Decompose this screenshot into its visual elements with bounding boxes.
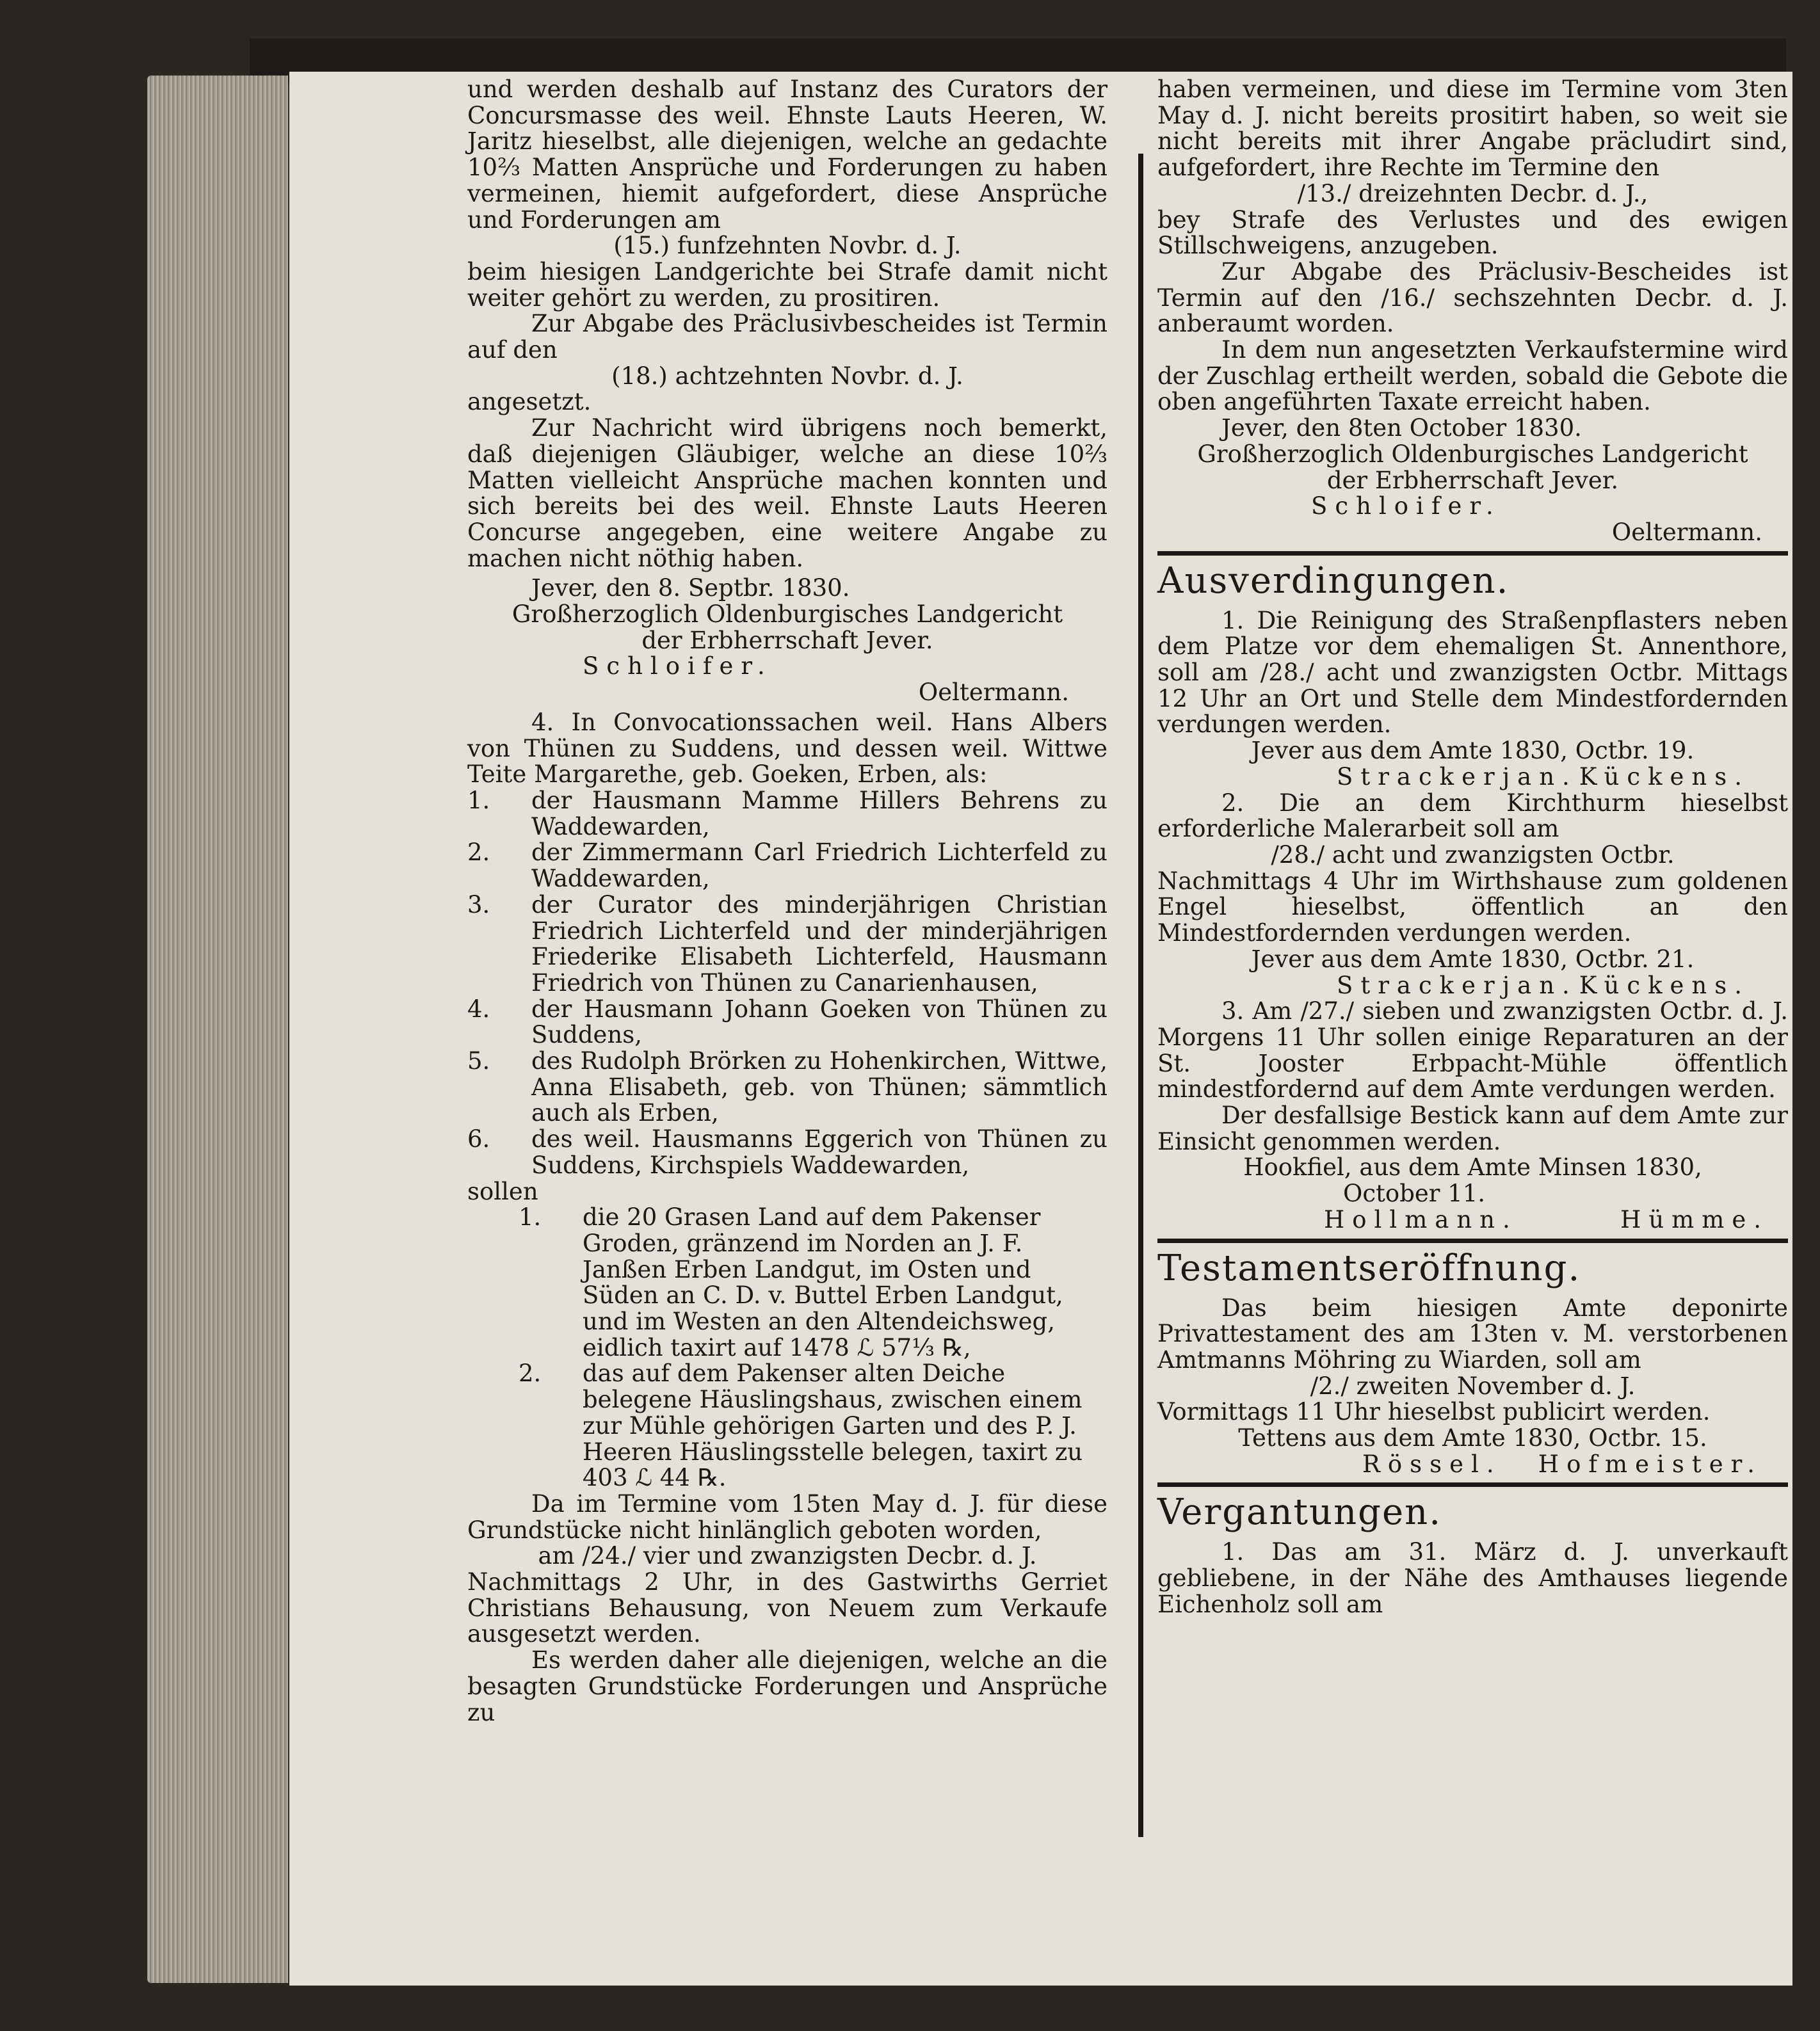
signature-row xyxy=(1157,973,1788,999)
paragraph: Vormittags 11 Uhr hieselbst publicirt werden. xyxy=(1157,1398,1711,1426)
section-heading: Vergantungen. xyxy=(1157,1482,1788,1533)
paragraph: haben vermeinen, und diese im Termine vom 3ten May d. J. nicht bereits prositirt haben, so weit sie nicht bereits mit ihrer Angabe präcludirt sind, aufgefordert, ihre Rechte im Termine den xyxy=(1157,76,1788,182)
list-number: 6. xyxy=(467,1125,490,1153)
paragraph: bey Strafe des Verlustes und des ewigen Stillschweigens, anzugeben. xyxy=(1157,205,1788,260)
section-heading: Ausverdingungen. xyxy=(1157,551,1788,602)
paragraph: 1. Das am 31. März d. J. unverkauft gebliebene, in der Nähe des Amthauses liegende Eichenholz soll am xyxy=(1157,1538,1788,1618)
paragraph: 3. Am /27./ sieben und zwanzigsten Octbr. d. J. Morgens 11 Uhr sollen einige Reparaturen an der St. Jooster Erbpacht-Mühle öffentlich mindestfordernd auf dem Amte verdungen werden. xyxy=(1157,997,1788,1104)
signature: Hofmeister. xyxy=(1538,1450,1762,1478)
estate-list xyxy=(467,1205,1107,1491)
signature: Schloifer. xyxy=(583,652,773,680)
paragraph: Zur Abgabe des Präclusivbescheides ist Termin auf den xyxy=(467,310,1107,364)
date-line: am /24./ vier und zwanzigsten Decbr. d. J. xyxy=(538,1542,1037,1570)
list-item: des weil. Hausmanns Eggerich von Thünen zu Suddens, Kirchspiels Waddewarden, xyxy=(531,1125,1107,1179)
intro-paragraph: und werden deshalb auf Instanz des Curators der Concursmasse des weil. Ehnste Lauts Heeren, W. Jaritz hieselbst, alle diejenigen, welche an gedachte 10⅔ Matten Ansprüche und Forderungen zu haben vermeinen, hiemit aufgefordert, diese Ansprüche und Forderungen am xyxy=(467,76,1107,234)
heir-list xyxy=(467,788,1107,1179)
place-date: Jever aus dem Amte 1830, Octbr. 21. xyxy=(1251,945,1695,973)
court-name: Großherzoglich Oldenburgisches Landgericht xyxy=(1197,440,1748,468)
list-item: der Curator des minderjährigen Christian Friedrich Lichterfeld und der minderjährigen Friederike Elisabeth Lichterfeld, Hausmann Friedrich von Thünen zu Canarienhausen, xyxy=(531,890,1107,997)
list-number: 4. xyxy=(467,995,490,1023)
left-column xyxy=(467,77,1107,1726)
list-item: der Zimmermann Carl Friedrich Lichterfeld zu Waddewarden, xyxy=(531,839,1107,893)
signature-row xyxy=(1157,494,1788,520)
list-item: der Hausmann Mamme Hillers Behrens zu Waddewarden, xyxy=(531,786,1107,840)
paragraph: 1. Die Reinigung des Straßenpflasters neben dem Platze vor dem ehemaligen St. Annenthore, soll am /28./ acht und zwanzigsten Octbr. Mittags 12 Uhr an Ort und Stelle dem Mindestfordernden verdungen werden. xyxy=(1157,606,1788,739)
paragraph: Zur Abgabe des Präclusiv-Bescheides ist Termin auf den /16./ sechszehnten Decbr. d. J. anberaumt worden. xyxy=(1157,257,1788,338)
paragraph: beim hiesigen Landgerichte bei Strafe damit nicht weiter gehört zu werden, zu prositiren. xyxy=(467,257,1107,312)
signature: Strackerjan. xyxy=(1337,971,1577,999)
signature: Kückens. xyxy=(1579,971,1750,999)
signature: Hollmann. xyxy=(1324,1205,1518,1233)
signature: Kückens. xyxy=(1579,762,1750,791)
paragraph: angesetzt. xyxy=(467,388,592,416)
list-number: 5. xyxy=(467,1047,490,1075)
sollen-label: sollen xyxy=(467,1177,538,1205)
date-line: (15.) funfzehnten Novbr. d. J. xyxy=(613,232,962,260)
paragraph: Nachmittags 4 Uhr im Wirthshause zum goldenen Engel hieselbst, öffentlich an den Mindestfordernden verdungen werden. xyxy=(1157,867,1788,947)
paragraph: Da im Termine vom 15ten May d. J. für diese Grundstücke nicht hinlänglich geboten worden, xyxy=(467,1489,1107,1544)
list-number: 1. xyxy=(519,1203,542,1232)
signature: Strackerjan. xyxy=(1337,762,1577,791)
page-edges xyxy=(147,76,288,1983)
signature-row xyxy=(467,654,1107,680)
list-number: 3. xyxy=(467,890,490,919)
date-line: October 11. xyxy=(1343,1180,1486,1208)
signature: Oeltermann. xyxy=(918,678,1069,707)
list-item: das auf dem Pakenser alten Deiche belegene Häuslingshaus, zwischen einem zur Mühle gehörigen Garten und des P. J. Heeren Häuslingsstelle belegen, taxirt zu 403 ℒ 44 ℞. xyxy=(583,1360,1083,1492)
date-line: /28./ acht und zwanzigsten Octbr. xyxy=(1271,840,1675,869)
paragraph: 2. Die an dem Kirchthurm hieselbst erforderliche Malerarbeit soll am xyxy=(1157,789,1788,843)
paragraph: Der desfallsige Bestick kann auf dem Amte zur Einsicht genommen werden. xyxy=(1157,1102,1788,1155)
date-line: /2./ zweiten November d. J. xyxy=(1310,1372,1636,1400)
paragraph: Nachmittags 2 Uhr, in des Gastwirths Gerriet Christians Behausung, von Neuem zum Verkaufe ausgesetzt werden. xyxy=(467,1568,1107,1648)
place-date: Hookfiel, aus dem Amte Minsen 1830, xyxy=(1243,1153,1702,1182)
date-line: (18.) achtzehnten Novbr. d. J. xyxy=(611,362,963,390)
paragraph: Zur Nachricht wird übrigens noch bemerkt, daß diejenigen Gläubiger, welche an diese 10⅔ Matten vielleicht Ansprüche machen konnten und sich bereits bei des weil. Ehnste Lauts Heeren Concurse angegeben, eine weitere Angabe zu machen nicht nöthig haben. xyxy=(467,414,1107,572)
list-item: die 20 Grasen Land auf dem Pakenser Groden, gränzend im Norden an J. F. Janßen Erben Landgut, im Osten und Süden an C. D. v. Buttel Erben Landgut, und im Westen an den Altendeichsweg, eidlich taxirt auf 1478 ℒ 57⅓ ℞, xyxy=(583,1203,1063,1361)
signature-row xyxy=(1157,1207,1788,1233)
signature-row xyxy=(1157,764,1788,791)
signature: Oeltermann. xyxy=(1611,518,1762,546)
list-number: 2. xyxy=(467,839,490,867)
paragraph: In dem nun angesetzten Verkaufstermine wird der Zuschlag ertheilt werden, sobald die Gebote die oben angeführten Taxate erreicht haben. xyxy=(1157,336,1788,416)
list-item: der Hausmann Johann Goeken von Thünen zu Suddens, xyxy=(531,995,1107,1049)
place-date: Tettens aus dem Amte 1830, Octbr. 15. xyxy=(1238,1424,1707,1452)
column-separator xyxy=(1138,154,1143,1837)
list-number: 1. xyxy=(467,786,490,814)
place-date: Jever, den 8. Septbr. 1830. xyxy=(531,574,850,602)
court-name: Großherzoglich Oldenburgisches Landgericht xyxy=(511,600,1063,629)
place-date: Jever, den 8ten October 1830. xyxy=(1221,414,1582,442)
date-line: /13./ dreizehnten Decbr. d. J., xyxy=(1297,179,1648,207)
signature: Rössel. xyxy=(1362,1450,1502,1478)
court-name: der Erbherrschaft Jever. xyxy=(641,626,933,654)
place-date: Jever aus dem Amte 1830, Octbr. 19. xyxy=(1251,737,1695,765)
signature: Hümme. xyxy=(1620,1205,1769,1233)
court-name: der Erbherrschaft Jever. xyxy=(1326,466,1619,494)
paragraph: Das beim hiesigen Amte deponirte Privattestament des am 13ten v. M. verstorbenen Amtmanns Möhring zu Wiarden, soll am xyxy=(1157,1294,1788,1374)
paragraph: 4. In Convocationssachen weil. Hans Albers von Thünen zu Suddens, und dessen weil. Wittwe Teite Margarethe, geb. Goeken, Erben, als: xyxy=(467,708,1107,789)
right-column xyxy=(1157,77,1788,1618)
signature-row xyxy=(1157,1452,1788,1478)
section-heading: Testamentseröffnung. xyxy=(1157,1239,1788,1289)
list-item: des Rudolph Brörken zu Hohenkirchen, Wittwe, Anna Elisabeth, geb. von Thünen; sämmtlich auch als Erben, xyxy=(531,1047,1107,1127)
paragraph: Es werden daher alle diejenigen, welche an die besagten Grundstücke Forderungen und Ansprüche zu xyxy=(467,1646,1107,1726)
signature: Schloifer. xyxy=(1311,492,1501,520)
list-number: 2. xyxy=(519,1360,542,1388)
